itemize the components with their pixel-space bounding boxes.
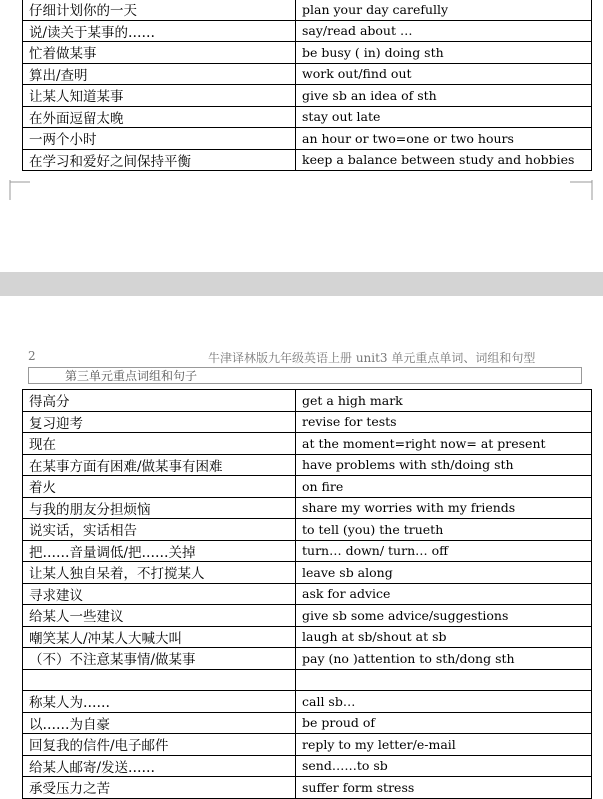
crop-mark-left xyxy=(8,180,32,200)
table-row xyxy=(23,497,592,519)
english-phrase: to tell (you) the trueth xyxy=(296,519,592,541)
english-phrase: share my worries with my friends xyxy=(296,497,592,519)
chinese-phrase: 得高分 xyxy=(23,390,296,412)
chinese-phrase: 让某人知道某事 xyxy=(23,85,296,107)
table-row xyxy=(23,777,592,799)
english-phrase: stay out late xyxy=(296,106,592,128)
english-phrase: send……to sb xyxy=(296,755,592,777)
chinese-phrase: （不）不注意某事情/做某事 xyxy=(23,648,296,670)
english-phrase: laugh at sb/shout at sb xyxy=(296,626,592,648)
table-row xyxy=(23,128,592,150)
english-phrase: call sb… xyxy=(296,691,592,713)
chinese-phrase: 着火 xyxy=(23,476,296,498)
english-phrase: an hour or two=one or two hours xyxy=(296,128,592,150)
chinese-phrase: 寻求建议 xyxy=(23,583,296,605)
table-row xyxy=(23,605,592,627)
page-number: 2 xyxy=(28,349,36,363)
english-phrase: on fire xyxy=(296,476,592,498)
chinese-phrase: 算出/查明 xyxy=(23,63,296,85)
table-row xyxy=(23,540,592,562)
table-row xyxy=(23,691,592,713)
table-row xyxy=(23,583,592,605)
table-row xyxy=(23,390,592,412)
english-phrase: revise for tests xyxy=(296,411,592,433)
english-phrase: get a high mark xyxy=(296,390,592,412)
english-phrase: reply to my letter/e-mail xyxy=(296,734,592,756)
english-phrase: be proud of xyxy=(296,712,592,734)
table-row xyxy=(23,755,592,777)
chinese-phrase: 以……为自豪 xyxy=(23,712,296,734)
english-phrase: ask for advice xyxy=(296,583,592,605)
table-row xyxy=(23,626,592,648)
table-row xyxy=(23,106,592,128)
table-row xyxy=(23,712,592,734)
chinese-phrase: 把……音量调低/把……关掉 xyxy=(23,540,296,562)
table-row xyxy=(23,454,592,476)
chinese-phrase: 在外面逗留太晚 xyxy=(23,106,296,128)
english-phrase: give sb an idea of sth xyxy=(296,85,592,107)
english-phrase xyxy=(296,669,592,691)
english-phrase: keep a balance between study and hobbies xyxy=(296,149,592,171)
table-row xyxy=(23,42,592,64)
table-row xyxy=(23,0,592,20)
chinese-phrase: 一两个小时 xyxy=(23,128,296,150)
table-row xyxy=(23,476,592,498)
english-phrase: work out/find out xyxy=(296,63,592,85)
chinese-phrase: 承受压力之苦 xyxy=(23,777,296,799)
header-title: 牛津译林版九年级英语上册 unit3 单元重点单词、词组和句型 xyxy=(208,351,536,365)
chinese-phrase: 嘲笑某人/冲某人大喊大叫 xyxy=(23,626,296,648)
vocab-table-page-1 xyxy=(22,0,592,171)
table-row xyxy=(23,433,592,455)
english-phrase: say/read about … xyxy=(296,20,592,42)
chinese-phrase xyxy=(23,669,296,691)
table-row xyxy=(23,519,592,541)
crop-mark-right xyxy=(570,180,594,200)
chinese-phrase: 忙着做某事 xyxy=(23,42,296,64)
english-phrase: pay (no )attention to sth/dong sth xyxy=(296,648,592,670)
english-phrase: plan your day carefully xyxy=(296,0,592,20)
table-row xyxy=(23,149,592,171)
chinese-phrase: 说/读关于某事的…… xyxy=(23,20,296,42)
english-phrase: leave sb along xyxy=(296,562,592,584)
chinese-phrase: 给某人一些建议 xyxy=(23,605,296,627)
english-phrase: at the moment=right now= at present xyxy=(296,433,592,455)
chinese-phrase: 在某事方面有困难/做某事有困难 xyxy=(23,454,296,476)
chinese-phrase: 说实话，实话相告 xyxy=(23,519,296,541)
table-row xyxy=(23,648,592,670)
vocab-table-page-2 xyxy=(22,389,592,799)
chinese-phrase: 给某人邮寄/发送…… xyxy=(23,755,296,777)
english-phrase: have problems with sth/doing sth xyxy=(296,454,592,476)
page-gap xyxy=(0,272,603,296)
table-row xyxy=(23,63,592,85)
table-row xyxy=(23,85,592,107)
chinese-phrase: 在学习和爱好之间保持平衡 xyxy=(23,149,296,171)
table-row xyxy=(23,562,592,584)
chinese-phrase: 复习迎考 xyxy=(23,411,296,433)
chinese-phrase: 现在 xyxy=(23,433,296,455)
table-row xyxy=(23,669,592,691)
english-phrase: turn… down/ turn… off xyxy=(296,540,592,562)
chinese-phrase: 让某人独自呆着，不打搅某人 xyxy=(23,562,296,584)
section-title: 第三单元重点词组和句子 xyxy=(28,367,582,384)
chinese-phrase: 回复我的信件/电子邮件 xyxy=(23,734,296,756)
chinese-phrase: 与我的朋友分担烦恼 xyxy=(23,497,296,519)
english-phrase: give sb some advice/suggestions xyxy=(296,605,592,627)
english-phrase: suffer form stress xyxy=(296,777,592,799)
page-1 xyxy=(0,0,603,272)
table-row xyxy=(23,411,592,433)
chinese-phrase: 仔细计划你的一天 xyxy=(23,0,296,20)
table-row xyxy=(23,20,592,42)
chinese-phrase: 称某人为…… xyxy=(23,691,296,713)
english-phrase: be busy ( in) doing sth xyxy=(296,42,592,64)
table-row xyxy=(23,734,592,756)
